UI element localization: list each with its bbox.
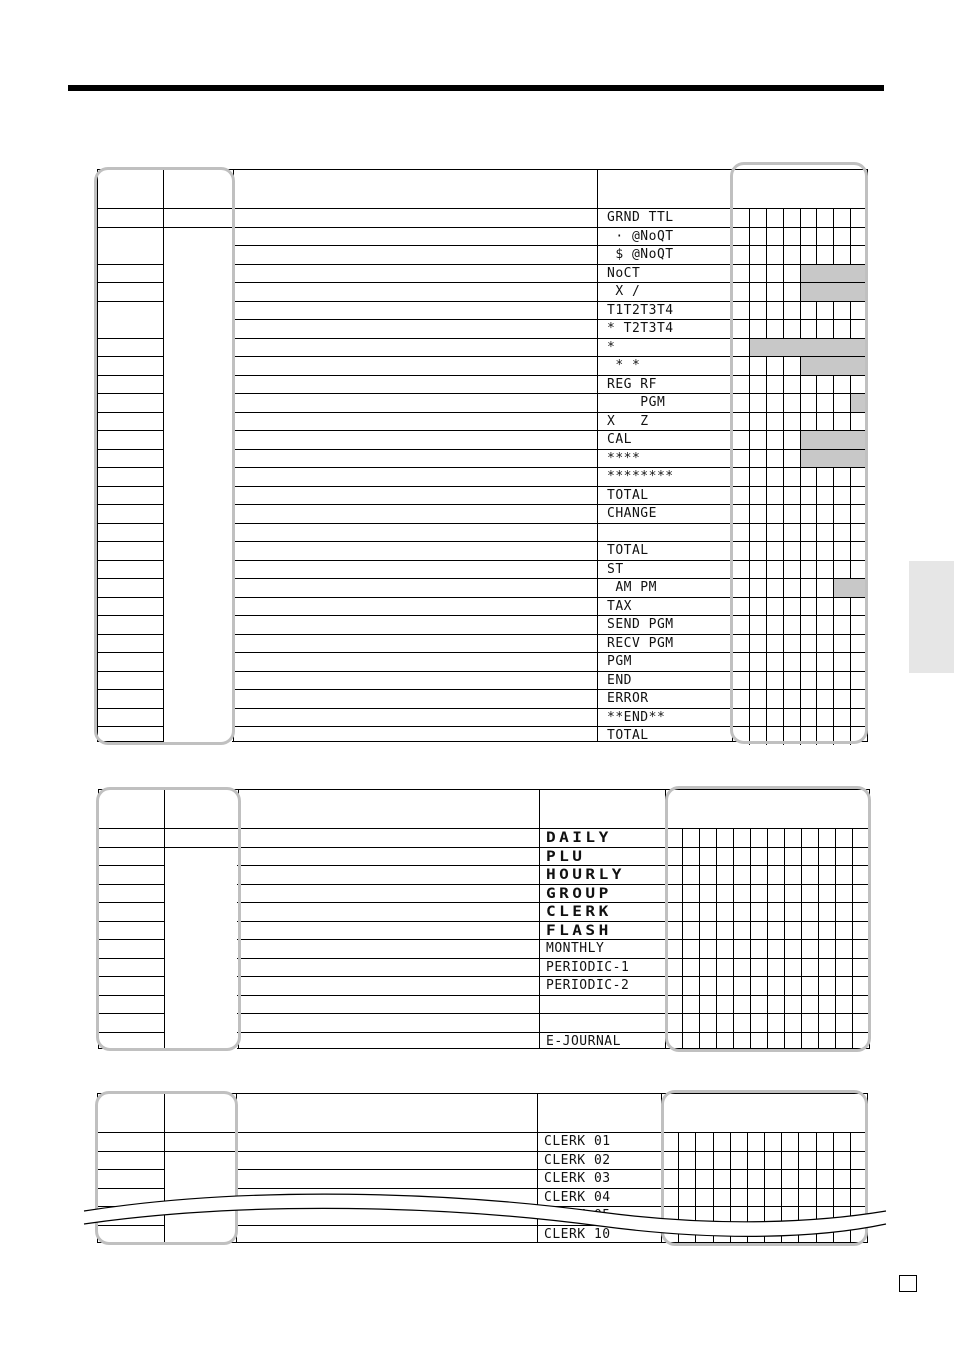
print-code-8: * *	[607, 358, 641, 374]
print-code-0: CLERK 01	[544, 1134, 611, 1150]
print-code-11: E-JOURNAL	[546, 1033, 621, 1049]
print-code-28: TOTAL	[607, 728, 649, 744]
print-code-6: * T2T3T4	[607, 321, 674, 337]
print-code-27: **END**	[607, 709, 666, 725]
print-code-9: REG RF	[607, 376, 657, 392]
print-code-25: END	[607, 672, 632, 688]
print-code-4: X /	[607, 284, 641, 300]
print-code-16: CHANGE	[607, 506, 657, 522]
print-code-2: CLERK 03	[544, 1171, 611, 1187]
print-code-0: GRND TTL	[607, 210, 674, 226]
print-code-18: TOTAL	[607, 543, 649, 559]
print-code-4: CLERK	[546, 904, 612, 921]
print-code-5: T1T2T3T4	[607, 302, 674, 318]
print-code-22: SEND PGM	[607, 617, 674, 633]
print-code-14: ********	[607, 469, 674, 485]
print-code-20: AM PM	[607, 580, 657, 596]
print-code-1: CLERK 02	[544, 1152, 611, 1168]
print-code-11: X Z	[607, 413, 649, 429]
print-code-5: CLERK 10	[544, 1226, 611, 1242]
print-code-24: PGM	[607, 654, 632, 670]
print-code-3: NoCT	[607, 265, 641, 281]
print-code-8: PERIODIC-2	[546, 978, 630, 994]
print-code-2: $ @NoQT	[607, 247, 674, 263]
print-code-1: · @NoQT	[607, 228, 674, 244]
print-code-21: TAX	[607, 598, 632, 614]
print-code-15: TOTAL	[607, 487, 649, 503]
print-code-19: ST	[607, 561, 624, 577]
print-code-3: CLERK 04	[544, 1189, 611, 1205]
print-code-5: FLASH	[546, 922, 612, 939]
print-code-7: *	[607, 339, 616, 355]
print-code-13: ****	[607, 450, 641, 466]
print-code-1: PLU	[546, 848, 586, 865]
print-code-12: CAL	[607, 432, 632, 448]
print-code-2: HOURLY	[546, 867, 625, 884]
print-code-6: MONTHLY	[546, 941, 605, 957]
print-code-0: DAILY	[546, 830, 612, 847]
print-code-3: GROUP	[546, 885, 612, 902]
print-code-10: PGM	[607, 395, 666, 411]
print-code-7: PERIODIC-1	[546, 959, 630, 975]
print-code-23: RECV PGM	[607, 635, 674, 651]
print-code-26: ERROR	[607, 691, 649, 707]
